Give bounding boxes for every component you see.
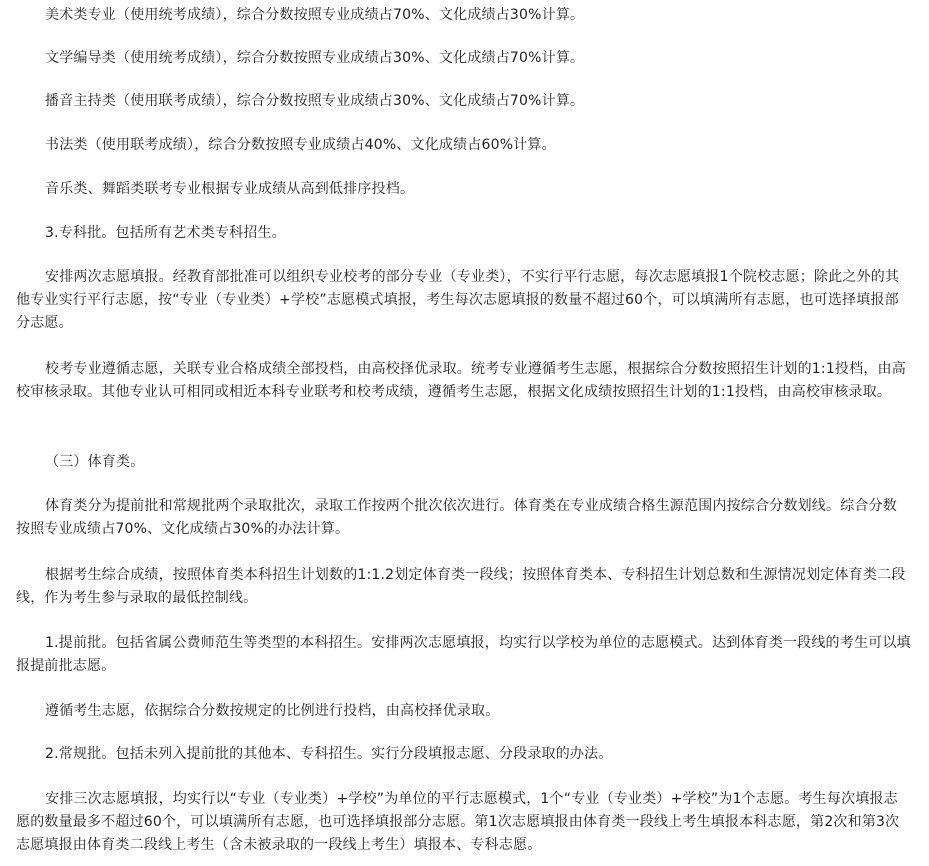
paragraph-junior-college-batch: 3.专科批。包括所有艺术类专科招生。 [45, 225, 286, 241]
paragraph-school-exam: 校考专业遵循志愿，关联专业合格成绩全部投档，由高校择优录取。统考专业遵循考生志愿，根据综合分数按照招生计划的1:1投档，由高校审核录取。其他专业认可相同或相近本科专业联考和校考成绩，遵循考生志愿，根据文化成绩按照招生计划的1:1投档，由高校审核录取。 [16, 361, 906, 400]
paragraph-sports-batches: 体育类分为提前批和常规批两个录取批次，录取工作按两个批次依次进行。体育类在专业成绩合格生源范围内按综合分数划线。综合分数按照专业成绩占70%、文化成绩占30%的办法计算。 [16, 498, 897, 537]
paragraph-three-rounds: 安排三次志愿填报，均实行以“专业（专业类）+学校”为单位的平行志愿模式，1个“专业（专业类）+学校”为1个志愿。考生每次填报志愿的数量最多不超过60个，可以填满所有志愿，也可选择填报部分志愿。第1次志愿填报由体育类一段线上考生填报本科志愿，第2次和第3次志愿填报由体育类二段线上考生（含未被录取的一段线上考生）填报本、专科志愿。 [16, 791, 900, 853]
paragraph-literature-directing: 文学编导类（使用统考成绩），综合分数按照专业成绩占30%、文化成绩占70%计算。 [45, 50, 585, 66]
paragraph-early-batch-rule: 遵循考生志愿，依据综合分数按规定的比例进行投档，由高校择优录取。 [45, 703, 500, 719]
paragraph-broadcasting: 播音主持类（使用联考成绩），综合分数按照专业成绩占30%、文化成绩占70%计算。 [45, 93, 585, 109]
paragraph-score-lines: 根据考生综合成绩，按照体育类本科招生计划数的1:1.2划定体育类一段线；按照体育类本、专科招生计划总数和生源情况划定体育类二段线，作为考生参与录取的最低控制线。 [16, 567, 906, 606]
paragraph-two-rounds: 安排两次志愿填报。经教育部批准可以组织专业校考的部分专业（专业类），不实行平行志愿，每次志愿填报1个院校志愿；除此之外的其他专业实行平行志愿，按“专业（专业类）+学校”志愿模式填报，考生每次志愿填报的数量不超过60个，可以填满所有志愿，也可选择填报部分志愿。 [16, 269, 900, 331]
paragraph-art-major: 美术类专业（使用统考成绩），综合分数按照专业成绩占70%、文化成绩占30%计算。 [45, 7, 585, 23]
section-heading-sports: （三）体育类。 [45, 454, 145, 470]
paragraph-regular-batch: 2.常规批。包括未列入提前批的其他本、专科招生。实行分段填报志愿、分段录取的办法。 [45, 746, 613, 762]
paragraph-music-dance: 音乐类、舞蹈类联考专业根据专业成绩从高到低排序投档。 [45, 181, 415, 197]
paragraph-early-batch: 1.提前批。包括省属公费师范生等类型的本科招生。安排两次志愿填报，均实行以学校为单位的志愿模式。达到体育类一段线的考生可以填报提前批志愿。 [16, 635, 911, 674]
paragraph-calligraphy: 书法类（使用联考成绩），综合分数按照专业成绩占40%、文化成绩占60%计算。 [45, 137, 556, 153]
